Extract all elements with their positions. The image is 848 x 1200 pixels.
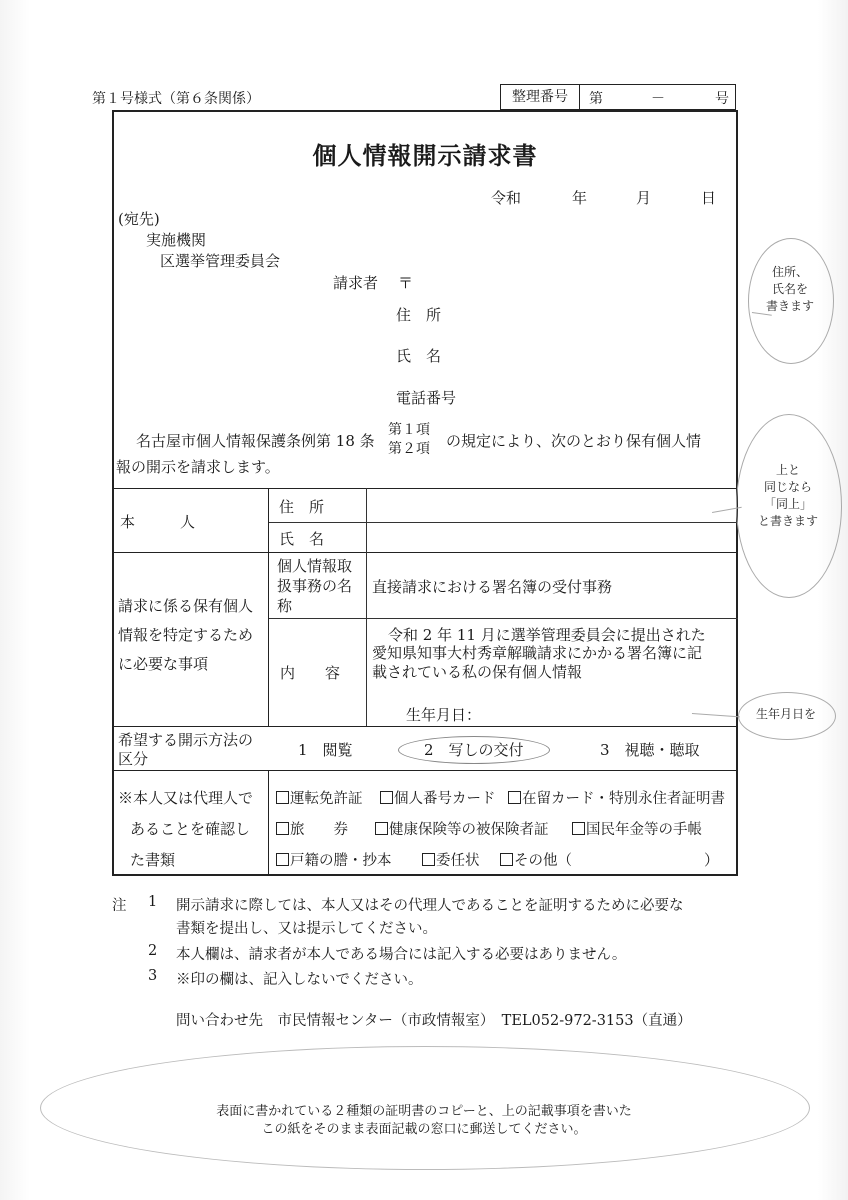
rule-person-bottom: [112, 552, 738, 553]
statement-item1: 第１項: [388, 422, 430, 438]
requester-label: 請求者: [333, 274, 379, 292]
method-option-copy: 2 写しの交付: [424, 741, 524, 759]
note1-number: 1: [148, 894, 158, 910]
reference-suffix: 号: [715, 91, 729, 107]
requester-address-label: 住 所: [396, 306, 442, 324]
checkbox-icon[interactable]: [508, 791, 521, 804]
addressee-prefix: (宛先): [118, 210, 160, 228]
col-rule-right: [366, 488, 367, 726]
statement-item2: 第２項: [388, 441, 430, 457]
annotation-address-text: 住所、 氏名を 書きます: [765, 265, 814, 313]
form-frame: [112, 110, 738, 876]
content-line1: 令和 2 年 11 月に選挙管理委員会に提出された: [388, 626, 706, 644]
method-label-l2: 区分: [118, 750, 149, 768]
postal-mark: 〒: [398, 274, 414, 292]
doc-option[interactable]: その他（: [500, 849, 572, 870]
doc-option[interactable]: 委任状: [422, 849, 480, 870]
reference-number-box: [500, 84, 736, 110]
doc-option[interactable]: 旅 券: [276, 818, 348, 839]
rule-method-bottom: [112, 770, 738, 771]
annotation-dob-text: 生年月日を: [755, 707, 816, 721]
addressee-line2: 区選挙管理委員会: [160, 252, 281, 270]
person-name-label: 氏 名: [279, 530, 325, 548]
checkbox-icon[interactable]: [276, 822, 289, 835]
affairs-value: 直接請求における署名簿の受付事務: [372, 578, 613, 596]
method-option-audiovisual: 3 視聴・聴取: [600, 741, 700, 759]
note3-number: 3: [148, 968, 158, 984]
affairs-label-l2: 扱事務の名: [277, 577, 353, 595]
date-day: 日: [701, 189, 717, 207]
doc-option[interactable]: 在留カード・特別永住者証明書: [508, 787, 725, 808]
annotation-same-text: 上と 同じなら 「同上」 と書きます: [757, 463, 818, 528]
note1-line2: 書類を提出し、又は提示してください。: [176, 921, 437, 937]
form-number: 第１号様式（第６条関係）: [92, 91, 260, 107]
col-rule-docs: [268, 770, 269, 876]
instruction-line2: この紙をそのまま表面記載の窓口に郵送してください。: [261, 1122, 587, 1137]
date-month: 月: [636, 189, 652, 207]
statement-part3: 報の開示を請求します。: [116, 458, 280, 476]
docs-label-l2: あることを確認し: [130, 820, 251, 838]
requester-phone-label: 電話番号: [396, 389, 457, 407]
statement-part2: の規定により、次のとおり保有個人情: [446, 432, 702, 450]
docs-label-l1: ※本人又は代理人で: [118, 789, 254, 807]
affairs-label-l1: 個人情報取: [277, 557, 353, 575]
table-top-rule: [112, 488, 738, 489]
content-line2: 愛知県知事大村秀章解職請求にかかる署名簿に記: [372, 644, 703, 662]
method-label-l1: 希望する開示方法の: [118, 731, 254, 749]
date-year: 年: [572, 189, 588, 207]
specify-label-l1: 請求に係る保有個人: [118, 597, 254, 615]
reference-dash: －: [651, 91, 665, 107]
method-option-view: 1 閲覧: [298, 741, 353, 759]
doc-option[interactable]: 運転免許証: [276, 787, 363, 808]
checkbox-icon[interactable]: [422, 853, 435, 866]
rule-person-mid: [268, 522, 738, 523]
content-label: 内 容: [280, 664, 341, 682]
checkbox-icon[interactable]: [572, 822, 585, 835]
col-rule-left: [268, 488, 269, 726]
note1-line1: 開示請求に際しては、本人又はその代理人であることを証明するために必要な: [176, 898, 684, 914]
requester-name-label: 氏 名: [396, 347, 442, 365]
checkbox-icon[interactable]: [500, 853, 513, 866]
checkbox-icon[interactable]: [276, 791, 289, 804]
note3-text: ※印の欄は、記入しないでください。: [176, 972, 423, 988]
checkbox-icon[interactable]: [380, 791, 393, 804]
rule-specify-bottom: [112, 726, 738, 727]
specify-label-l2: 情報を特定するため: [118, 626, 254, 644]
doc-option[interactable]: 健康保険等の被保険者証: [375, 818, 549, 839]
doc-option[interactable]: 戸籍の謄・抄本: [276, 849, 392, 870]
form-title: 個人情報開示請求書: [312, 142, 538, 170]
docs-label-l3: た書類: [130, 851, 176, 869]
doc-option[interactable]: 個人番号カード: [380, 787, 496, 808]
notes-label: 注: [112, 898, 127, 914]
dob-label: 生年月日：: [406, 706, 482, 724]
reference-prefix: 第: [589, 91, 603, 107]
person-label: 本 人: [120, 513, 196, 531]
instruction-line1: 表面に書かれている２種類の証明書のコピーと、上の記載事項を書いた: [216, 1104, 632, 1119]
content-line3: 載されている私の保有個人情報: [372, 663, 583, 681]
statement-part1: 名古屋市個人情報保護条例第 18 条: [136, 432, 375, 450]
reference-label: 整理番号: [501, 85, 580, 109]
addressee-line1: 実施機関: [146, 231, 207, 249]
checkbox-icon[interactable]: [276, 853, 289, 866]
contact-info: 問い合わせ先 市民情報センター（市政情報室） TEL052-972-3153（直通）: [176, 1013, 692, 1029]
date-era: 令和: [491, 189, 522, 207]
person-address-label: 住 所: [279, 498, 325, 516]
note2-text: 本人欄は、請求者が本人である場合には記入する必要はありません。: [176, 947, 627, 963]
specify-label-l3: に必要な事項: [118, 655, 209, 673]
rule-affairs-bottom: [268, 618, 738, 619]
doc-option[interactable]: 国民年金等の手帳: [572, 818, 702, 839]
affairs-label-l3: 称: [277, 597, 293, 615]
note2-number: 2: [148, 943, 158, 959]
checkbox-icon[interactable]: [375, 822, 388, 835]
docs-close-paren: ）: [704, 851, 720, 869]
